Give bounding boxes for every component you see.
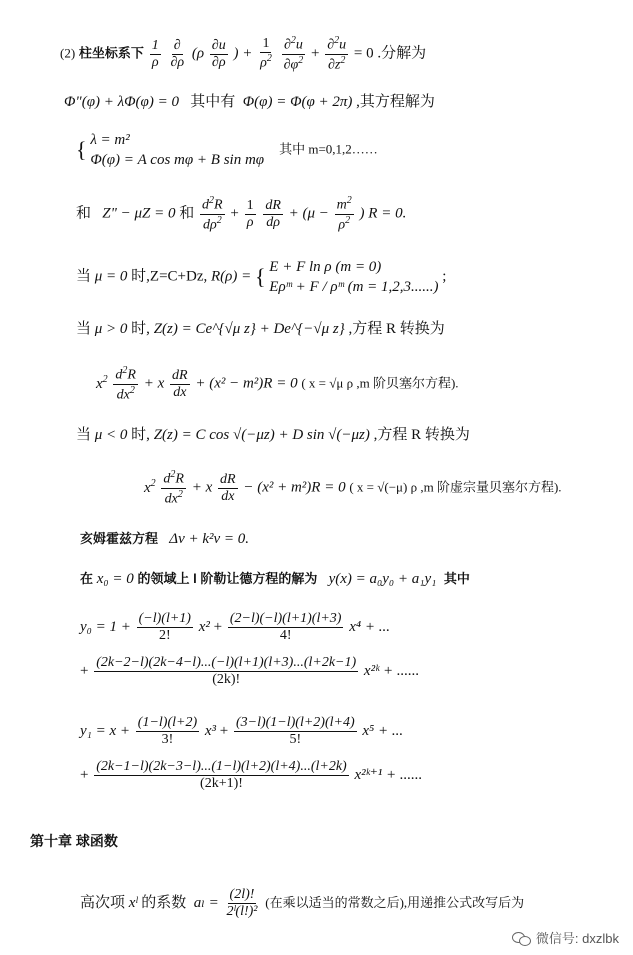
phi-tail-text: ,其方程解为 — [356, 94, 435, 110]
legendre-description: 的领域上 l 阶勒让德方程的解为 — [137, 571, 318, 586]
mid-text: 时, — [131, 427, 150, 443]
fraction: $\frac{dR}{dx}$ — [220, 471, 236, 504]
legendre-solution: y(x) = a₀y₀ + a₁y₁ — [328, 571, 437, 587]
x-power: xˡ — [128, 894, 138, 911]
mu-condition: μ = 0 — [94, 268, 128, 285]
fraction: $\frac{1}{\rho}$ — [151, 37, 159, 70]
wechat-watermark — [512, 928, 619, 947]
x0-condition: x₀ = 0 — [96, 571, 134, 587]
z-solution-text: 时,Z=C+Dz, — [131, 268, 208, 285]
fraction: $\frac{(2-l)(-l)(l+1)(l+3)}{4!}$ — [229, 611, 342, 643]
wechat-icon — [512, 930, 532, 946]
tail-text: (在乘以适当的常数之后),用递推公式改写后为 — [265, 894, 525, 910]
prefix-text: 当 — [76, 268, 92, 285]
power-term: x⁵ + ... — [362, 722, 404, 739]
bessel-equation-line: $x^2$ $\frac{d^2R}{dx^2}$ + x $\frac{dR}{dx}$ + (x² − m²)R = 0 ( x = √μ ρ ,m 阶贝塞尔方程). — [96, 365, 459, 403]
power-term: x⁴ + ... — [349, 618, 390, 635]
section-title: 柱坐标系下 — [78, 45, 144, 61]
y0-series-line1: y₀ = 1 + $\frac{(-l)(l+1)}{2!}$ x² + $\frac{(2-l)(-l)(l+1)(l+3)}{4!}$ x⁴ + ... — [80, 611, 390, 643]
mid-text: 时, — [131, 321, 150, 337]
fraction: $\frac{(2k-1-l)(2k-3-l)...(1-l)(l+2)(l+4)...(l+2k)}{(2k+1)!}$ — [96, 759, 347, 791]
fraction: $\frac{(2k-2-l)(2k-4-l)...(-l)(l+1)(l+3)...(l+2k-1)}{(2k)!}$ — [96, 655, 357, 687]
tail-text: 其中 — [443, 571, 470, 586]
watermark-text: 微信号: dxzlbk — [535, 931, 619, 946]
prefix-text: 当 — [76, 321, 92, 337]
phi-mid-text: 其中有 — [190, 94, 236, 110]
semicolon: ; — [442, 268, 447, 285]
r-equation-tail: R = 0. — [368, 205, 407, 222]
cylindrical-equation-line: (2) 柱坐标系下 $\frac{1}{\rho}$ $\frac{\partial}{\partial\rho}$ (ρ $\frac{\partial u}{\partial\rho}$ ) + $\frac{1}{\rho^2}$ $\frac{\partial^2u}{\partial\varphi^2}$ + $\frac{\partial^2u}{\partial z^2}$ = 0 .分解为 — [60, 35, 427, 73]
and-text-2: 和 — [179, 205, 195, 222]
power-term: x³ — [204, 722, 217, 739]
fraction: $\frac{\partial u}{\partial\rho}$ — [211, 37, 226, 70]
mod-bessel-note: ( x = √(−μ) ρ ,m 阶虚宗量贝塞尔方程). — [349, 479, 562, 495]
y0-lhs: y₀ = 1 + — [80, 618, 131, 635]
z-equation: Z" − μZ = 0 — [102, 205, 176, 222]
fraction: $\frac{(-l)(l+1)}{2!}$ — [138, 611, 191, 643]
eigenvalue-line: λ = m² — [90, 132, 130, 148]
fraction: $\frac{(2l)!}{\text{2ˡ(l!)²}}$ — [226, 887, 258, 919]
phi-equation-line — [64, 95, 435, 110]
mu-zero-line — [76, 257, 446, 298]
fraction: $\frac{m^2}{\rho^2}$ — [336, 195, 352, 233]
power-term: x² — [198, 618, 210, 635]
left-brace: { — [254, 264, 266, 290]
mu-condition: μ > 0 — [94, 321, 128, 337]
chapter-heading — [30, 834, 118, 850]
period-condition: Φ(φ) = Φ(φ + 2π) — [242, 94, 353, 110]
fraction: $\frac{d^2R}{d\rho^2}$ — [202, 195, 223, 233]
mu-negative-line — [76, 428, 470, 443]
mu-condition: μ < 0 — [94, 427, 128, 443]
coefficient-lhs: aₗ = — [193, 894, 219, 911]
fraction: $\frac{dR}{dx}$ — [172, 367, 188, 400]
mu-positive-line — [76, 322, 445, 337]
prefix-text: 当 — [76, 427, 92, 443]
section-number: (2) — [60, 45, 76, 61]
helmholtz-line — [80, 532, 249, 547]
fraction: $\frac{(3-l)(1-l)(l+2)(l+4)}{5!}$ — [235, 715, 355, 747]
power-term: x²ᵏ⁺¹ + ...... — [354, 766, 423, 783]
z-r-equation-line: 和 Z" − μZ = 0 和 $\frac{d^2R}{d\rho^2}$ + $\frac{1}{\rho}$ $\frac{dR}{d\rho}$ + (μ − $\frac{m^2}{\rho^2}$ ) R = 0. — [76, 195, 407, 233]
equation-tail: = 0 .分解为 — [353, 45, 427, 62]
fraction: $\frac{1}{\rho}$ — [246, 197, 254, 230]
tail-text: ,方程 R 转换为 — [373, 427, 470, 443]
legendre-line — [80, 572, 470, 587]
tail-text: ,方程 R 转换为 — [348, 321, 445, 337]
z-solution: Z(z) = C cos √(−μz) + D sin √(−μz) — [153, 427, 370, 443]
mod-bessel-tail: − (x² + m²)R = 0 — [243, 479, 346, 496]
fraction: $\frac{\partial}{\partial\rho}$ — [170, 37, 185, 70]
z-solution: Z(z) = Ce^{√μ z} + De^{−√μ z} — [153, 321, 345, 337]
m-values-note: 其中 m=0,1,2…… — [279, 141, 378, 157]
y1-lhs: y₁ = x + — [80, 722, 131, 739]
bessel-tail: + (x² − m²)R = 0 — [195, 375, 298, 392]
r-case-m-positive: Eρᵐ + F / ρᵐ (m = 1,2,3......) — [269, 279, 439, 296]
y1-series-line1: y₁ = x + $\frac{(1-l)(l+2)}{3!}$ x³ + $\frac{(3-l)(1-l)(l+2)(l+4)}{5!}$ x⁵ + ... — [80, 715, 404, 747]
coefficient-line — [80, 888, 524, 919]
fraction: $\frac{\partial^2u}{\partial z^2}$ — [327, 35, 347, 73]
prefix-text: 高次项 — [80, 894, 126, 911]
r-lhs: R(ρ) = — [211, 268, 252, 285]
power-term: x²ᵏ + ...... — [363, 662, 420, 679]
bessel-note: ( x = √μ ρ ,m 阶贝塞尔方程). — [301, 375, 459, 391]
fraction: $\frac{\partial^2u}{\partial\varphi^2}$ — [283, 35, 304, 73]
phi-solution-block — [76, 130, 378, 171]
fraction: $\frac{d^2R}{dx^2}$ — [163, 469, 184, 507]
y1-series-line2: + $\frac{(2k-1-l)(2k-3-l)...(1-l)(l+2)(l+4)...(l+2k)}{(2k+1)!}$ x²ᵏ⁺¹ + ...... — [80, 759, 423, 791]
y0-series-line2: + $\frac{(2k-2-l)(2k-4-l)...(-l)(l+1)(l+3)...(l+2k-1)}{(2k)!}$ x²ᵏ + ...... — [80, 655, 420, 687]
helmholtz-title: 亥姆霍兹方程 — [80, 531, 159, 546]
phi-solution-line: Φ(φ) = A cos mφ + B sin mφ — [90, 152, 265, 169]
prefix-text: 在 — [80, 571, 94, 586]
helmholtz-equation: Δv + k²v = 0. — [169, 531, 250, 547]
left-brace: { — [76, 137, 87, 163]
chapter-title: 第十章 球函数 — [30, 833, 118, 849]
modified-bessel-line: $x^2$ $\frac{d^2R}{dx^2}$ + x $\frac{dR}{dx}$ − (x² + m²)R = 0 ( x = √(−μ) ρ ,m 阶虚宗量贝塞尔方程). — [144, 469, 562, 507]
fraction: $\frac{dR}{d\rho}$ — [265, 197, 281, 230]
fraction: $\frac{1}{\rho^2}$ — [260, 36, 272, 71]
and-text: 和 — [76, 205, 92, 222]
fraction: $\frac{d^2R}{dx^2}$ — [115, 365, 136, 403]
fraction: $\frac{(1-l)(l+2)}{3!}$ — [137, 715, 198, 747]
phi-equation: Φ"(φ) + λΦ(φ) = 0 — [64, 94, 179, 110]
mid-text: 的系数 — [141, 894, 187, 911]
r-case-m0: E + F ln ρ (m = 0) — [269, 259, 382, 275]
